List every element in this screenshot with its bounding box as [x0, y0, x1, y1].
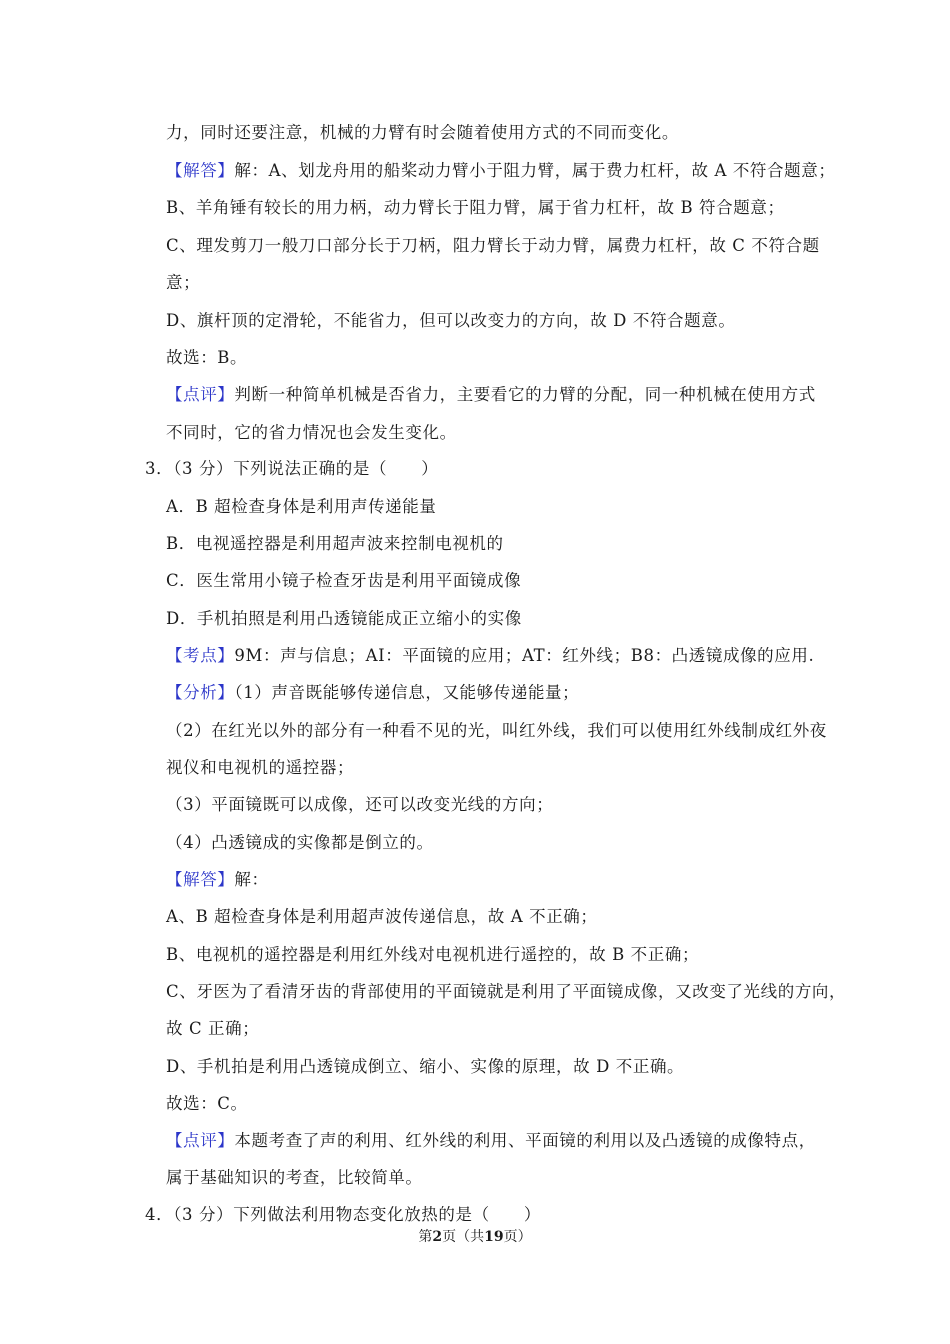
text-line: 【分析】（1）声音既能够传递信息，又能够传递能量； — [166, 683, 580, 702]
text-line: 故选：C。 — [166, 1094, 248, 1113]
text-line: C、理发剪刀一般刀口部分长于刀柄，阻力臂长于动力臂，属费力杠杆，故 C 不符合题 — [166, 236, 820, 255]
text-line: （3）平面镜既可以成像，还可以改变光线的方向； — [166, 795, 554, 814]
analysis-tag: 【分析】 — [166, 683, 235, 702]
text-line: 【考点】9M：声与信息；AI：平面镜的应用；AT：红外线；B8：凸透镜成像的应用. — [166, 646, 815, 665]
comment-tag: 【点评】 — [166, 1131, 235, 1150]
knowledge-point-tag: 【考点】 — [166, 646, 235, 665]
text-line: 视仪和电视机的遥控器； — [166, 758, 355, 777]
comment-tag: 【点评】 — [166, 385, 235, 404]
page-total: 19 — [484, 1229, 504, 1245]
text-line: D、手机拍是利用凸透镜成倒立、缩小、实像的原理，故 D 不正确。 — [166, 1057, 685, 1076]
text-line: 故 C 正确； — [166, 1019, 260, 1038]
text-line: （4）凸透镜成的实像都是倒立的。 — [166, 833, 434, 852]
text-line: 【点评】本题考查了声的利用、红外线的利用、平面镜的利用以及凸透镜的成像特点， — [166, 1131, 816, 1150]
text-line: B、羊角锤有较长的用力柄，动力臂长于阻力臂，属于省力杠杆，故 B 符合题意； — [166, 198, 785, 217]
text-line: A、B 超检查身体是利用超声波传递信息，故 A 不正确； — [166, 907, 598, 926]
page-footer: 第2页（共19页） — [418, 1229, 532, 1245]
text-line: 【解答】解： — [166, 870, 269, 889]
text-line: 【点评】判断一种简单机械是否省力，主要看它的力臂的分配，同一种机械在使用方式 — [166, 385, 816, 404]
option-line: A．B 超检查身体是利用声传递能量 — [166, 497, 437, 516]
text-line: 属于基础知识的考查，比较简单。 — [166, 1168, 423, 1187]
text-line: 不同时，它的省力情况也会发生变化。 — [166, 423, 457, 442]
option-line: B．电视遥控器是利用超声波来控制电视机的 — [166, 534, 504, 553]
text-line: 【解答】解：A、划龙舟用的船桨动力臂小于阻力臂，属于费力杠杆，故 A 不符合题意； — [166, 161, 836, 180]
answer-tag: 【解答】 — [166, 870, 235, 889]
text-line: 意； — [166, 273, 201, 292]
text-line: 故选：B。 — [166, 348, 248, 367]
page-number: 2 — [432, 1229, 443, 1245]
question-heading: 4．（3 分）下列做法利用物态变化放热的是（ ） — [145, 1205, 541, 1224]
question-heading: 3．（3 分）下列说法正确的是（ ） — [145, 459, 439, 478]
answer-tag: 【解答】 — [166, 161, 235, 180]
text-line: 力，同时还要注意，机械的力臂有时会随着使用方式的不同而变化。 — [166, 123, 679, 142]
option-line: D．手机拍照是利用凸透镜能成正立缩小的实像 — [166, 609, 522, 628]
text-line: B、电视机的遥控器是利用红外线对电视机进行遥控的，故 B 不正确； — [166, 945, 700, 964]
text-line: （2）在红光以外的部分有一种看不见的光，叫红外线，我们可以使用红外线制成红外夜 — [166, 721, 827, 740]
text-line: D、旗杆顶的定滑轮，不能省力，但可以改变力的方向，故 D 不符合题意。 — [166, 311, 736, 330]
option-line: C．医生常用小镜子检查牙齿是利用平面镜成像 — [166, 571, 522, 590]
text-line: C、牙医为了看清牙齿的背部使用的平面镜就是利用了平面镜成像，又改变了光线的方向， — [166, 982, 847, 1001]
